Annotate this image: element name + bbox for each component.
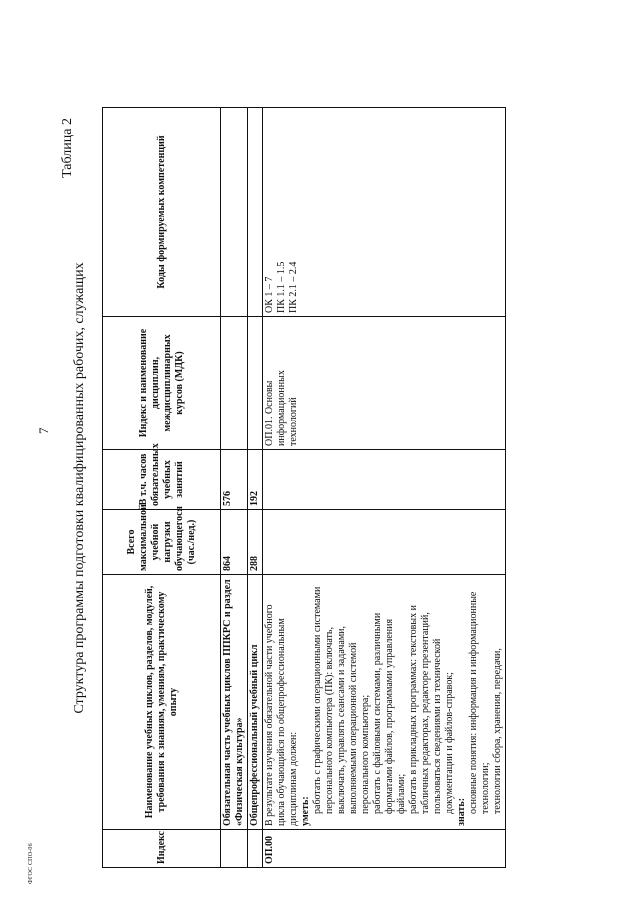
cell-empty <box>263 450 506 510</box>
table-title: Структура программы подготовки квалифицированных рабочих, служащих <box>72 262 87 714</box>
cell-index-empty <box>221 830 248 868</box>
cell-empty <box>248 317 263 450</box>
row-mandatory-name: Обязательная часть учебных циклов ППКРС и раздел «Физическая культура» <box>221 575 248 830</box>
header-name: Наименование учебных циклов, разделов, модулей, требования к знаниям, умениям, практическому опыту <box>103 575 221 830</box>
table-row <box>263 108 506 868</box>
header-row <box>103 108 221 868</box>
table-label: Таблица 2 <box>60 118 75 178</box>
op00-knowledge-label: знать: <box>456 797 467 826</box>
row-general-name: Общепрофессиональный учебный цикл <box>248 575 263 830</box>
footer-code: ФГОС СПО-06 <box>28 843 34 884</box>
rotated-page-content <box>60 108 576 868</box>
header-codes: Коды формируемых компетенций <box>103 108 221 317</box>
op00-knowledge: основные понятия: информация и информационные технологии; <box>468 591 491 814</box>
cell-empty <box>248 108 263 317</box>
cell-index-empty <box>248 830 263 868</box>
row-mandatory-req: 576 <box>221 450 248 510</box>
row-op00-mdk: ОП.01. Основы информационных технологий <box>263 317 506 450</box>
row-op00-content <box>263 575 506 830</box>
row-op00-index: ОП.00 <box>263 830 506 868</box>
op00-skill: работать с файловыми системами, различными форматами файлов, программами управления файлами; <box>372 612 407 814</box>
op00-knowledge: технологии сбора, хранения, передачи, <box>492 648 503 814</box>
table-row <box>221 108 248 868</box>
op00-skill: работать с графическими операционными системами персонального компьютера (ПК): включать, выключать, управлять сеансами и задачами, выполняемыми операционной системой персонального компьютера; <box>312 586 371 814</box>
header-mdk: Индекс и наименование дисциплин, междисциплинарных курсов (МДК) <box>103 317 221 450</box>
op00-intro: В результате изучения обязательной части учебного цикла обучающийся по общепрофессиональным дисциплинам должен: <box>264 604 299 826</box>
table-row <box>248 108 263 868</box>
row-general-req: 192 <box>248 450 263 510</box>
cell-empty <box>221 317 248 450</box>
row-general-max: 288 <box>248 510 263 575</box>
row-op00-codes <box>263 108 506 317</box>
page-number: 7 <box>36 427 51 434</box>
structure-table <box>102 107 506 868</box>
competency-code: ОК 1 – 7 <box>264 276 275 313</box>
competency-code: ПК 1.1 – 1.5 <box>276 261 287 313</box>
op00-skills-label: уметь: <box>300 796 311 826</box>
row-mandatory-max: 864 <box>221 510 248 575</box>
cell-empty <box>263 510 506 575</box>
competency-code: ПК 2.1 – 2.4 <box>288 261 299 313</box>
header-max-load: Всего максимальной учебной нагрузки обучающегося (час./нед.) <box>103 510 221 575</box>
header-index: Индекс <box>103 830 221 868</box>
cell-empty <box>221 108 248 317</box>
op00-skill: работать в прикладных программах: текстовых и табличных редакторах, редакторе презентаций, пользоваться сведениями из технической документации и файлов-справок; <box>408 605 455 814</box>
header-required: В т.ч. часов обязательных учебных занятий <box>103 450 221 510</box>
